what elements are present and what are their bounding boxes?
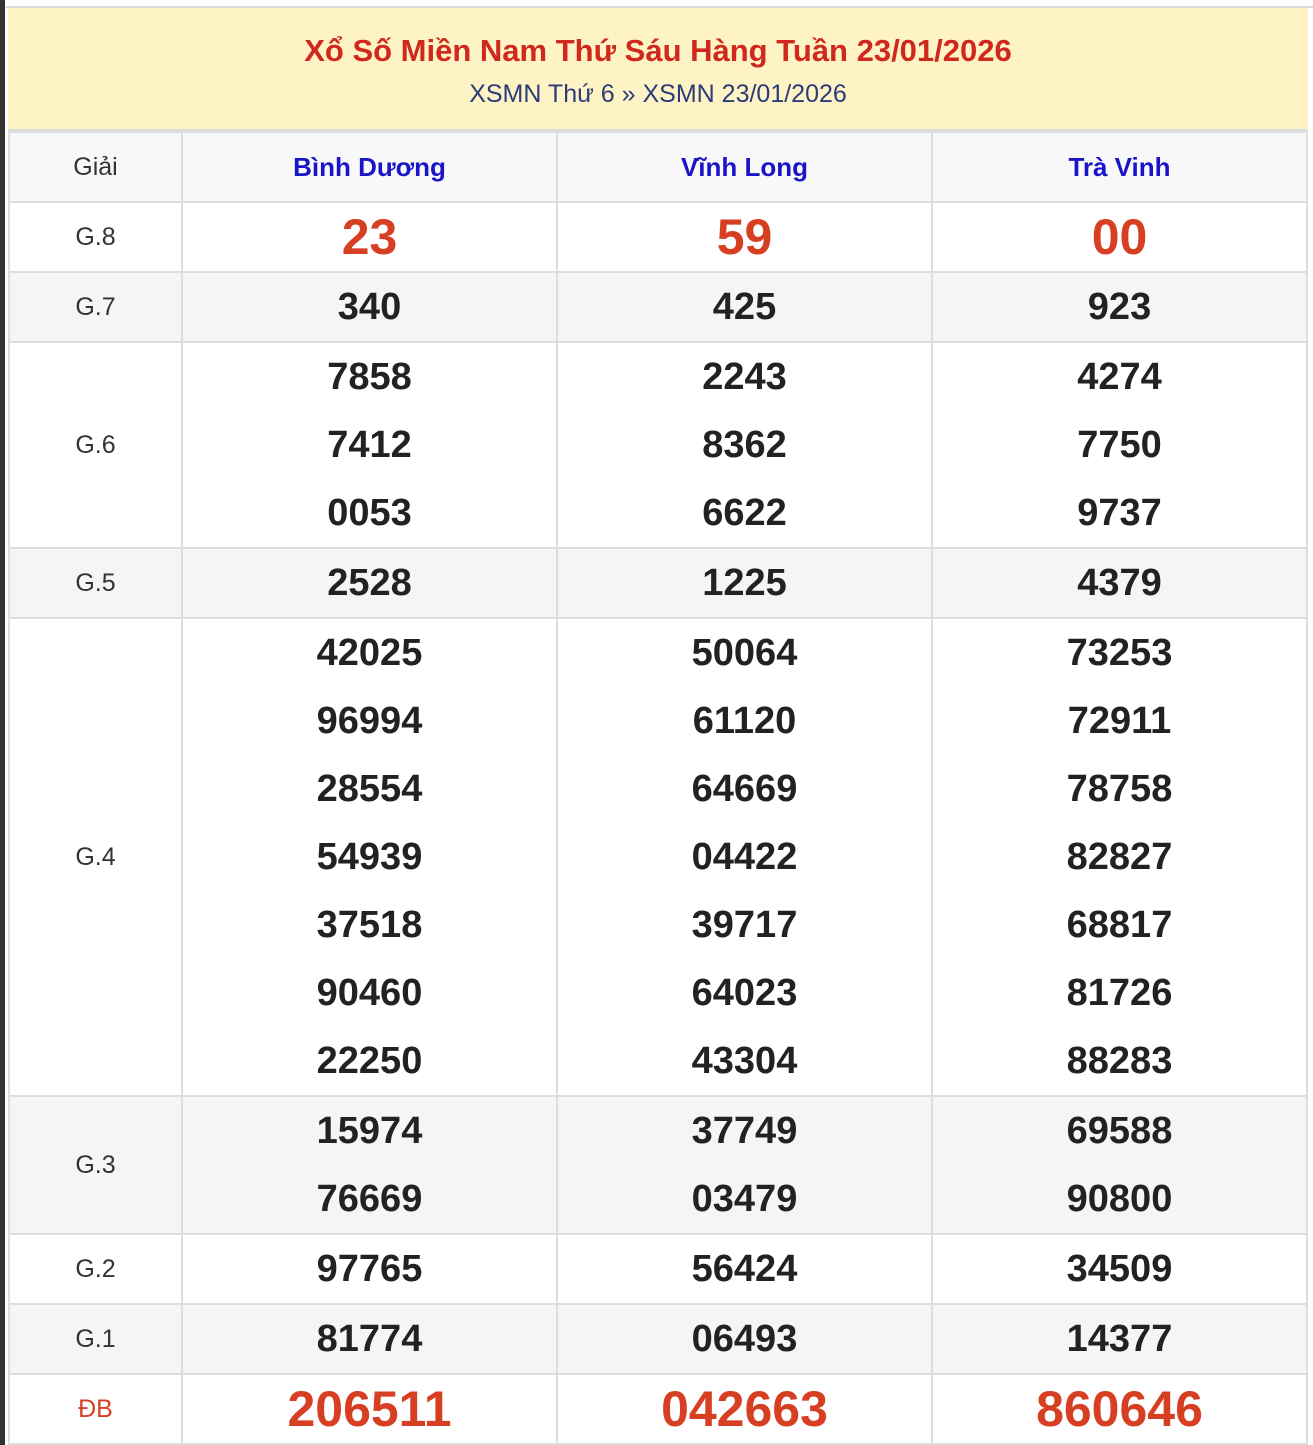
top-divider — [5, 0, 1313, 8]
winning-number: 37518 — [316, 904, 423, 946]
prize-row — [9, 1096, 1307, 1234]
result-cell — [182, 1096, 557, 1234]
winning-number: 88283 — [1066, 1040, 1173, 1082]
table-header-row — [9, 132, 1307, 202]
winning-number: 22250 — [316, 1040, 423, 1082]
winning-number: 68817 — [1066, 904, 1173, 946]
winning-number: 28554 — [316, 768, 423, 810]
prize-row — [9, 272, 1307, 342]
winning-number: 042663 — [661, 1381, 828, 1437]
winning-number: 82827 — [1066, 836, 1173, 878]
result-cell — [932, 1304, 1307, 1374]
winning-number: 59 — [716, 209, 773, 265]
winning-number: 06493 — [691, 1318, 798, 1360]
result-cell — [182, 1374, 557, 1444]
breadcrumb-separator: » — [621, 80, 636, 108]
breadcrumb-link-xsmn-date[interactable]: XSMN 23/01/2026 — [642, 80, 847, 108]
result-cell — [557, 1374, 932, 1444]
winning-number: 0053 — [327, 492, 412, 534]
winning-number: 72911 — [1067, 700, 1172, 742]
prize-column-header: Giải — [9, 132, 182, 202]
winning-number: 64669 — [691, 768, 798, 810]
prize-label: G.6 — [9, 342, 182, 548]
winning-number: 23 — [341, 209, 398, 265]
winning-number: 76669 — [316, 1178, 423, 1220]
result-cell — [182, 342, 557, 548]
winning-number: 50064 — [691, 632, 798, 674]
winning-number: 7750 — [1077, 424, 1162, 466]
winning-number: 64023 — [691, 972, 798, 1014]
prize-row — [9, 1234, 1307, 1304]
winning-number: 43304 — [691, 1040, 798, 1082]
result-cell — [182, 618, 557, 1096]
winning-number: 97765 — [316, 1248, 423, 1290]
prize-row — [9, 618, 1307, 1096]
result-cell — [932, 342, 1307, 548]
result-cell — [932, 202, 1307, 272]
result-cell — [182, 1234, 557, 1304]
winning-number: 2528 — [327, 562, 412, 604]
winning-number: 425 — [712, 286, 777, 328]
winning-number: 69588 — [1066, 1110, 1173, 1152]
result-cell — [182, 1304, 557, 1374]
winning-number: 03479 — [691, 1178, 798, 1220]
prize-row — [9, 342, 1307, 548]
winning-number: 81726 — [1066, 972, 1173, 1014]
winning-number: 42025 — [316, 632, 423, 674]
winning-number: 7412 — [327, 424, 412, 466]
winning-number: 340 — [337, 286, 402, 328]
result-cell — [932, 1234, 1307, 1304]
winning-number: 2243 — [702, 356, 787, 398]
winning-number: 90800 — [1066, 1178, 1173, 1220]
prize-label: G.1 — [9, 1304, 182, 1374]
winning-number: 78758 — [1066, 768, 1173, 810]
result-cell — [182, 548, 557, 618]
result-cell — [557, 1304, 932, 1374]
winning-number: 61120 — [692, 700, 797, 742]
winning-number: 39717 — [691, 904, 798, 946]
prize-label: G.3 — [9, 1096, 182, 1234]
winning-number: 923 — [1087, 286, 1152, 328]
province-header-tra-vinh[interactable]: Trà Vinh — [932, 132, 1307, 202]
prize-row — [9, 1304, 1307, 1374]
province-header-vinh-long[interactable]: Vĩnh Long — [557, 132, 932, 202]
winning-number: 00 — [1091, 209, 1148, 265]
winning-number: 4274 — [1077, 356, 1162, 398]
winning-number: 9737 — [1077, 492, 1162, 534]
result-cell — [182, 202, 557, 272]
winning-number: 90460 — [316, 972, 423, 1014]
result-cell — [557, 202, 932, 272]
winning-number: 4379 — [1077, 562, 1162, 604]
winning-number: 81774 — [316, 1318, 423, 1360]
result-cell — [932, 618, 1307, 1096]
breadcrumb-link-xsmn-thu-6[interactable]: XSMN Thứ 6 — [469, 80, 615, 108]
window-edge — [0, 0, 5, 1445]
results-panel — [8, 8, 1308, 1445]
page-title: Xổ Số Miền Nam Thứ Sáu Hàng Tuần 23/01/2026 — [304, 33, 1012, 68]
province-header-binh-duong[interactable]: Bình Dương — [182, 132, 557, 202]
prize-row — [9, 548, 1307, 618]
prize-label: G.8 — [9, 202, 182, 272]
winning-number: 54939 — [316, 836, 423, 878]
winning-number: 56424 — [691, 1248, 798, 1290]
result-cell — [557, 618, 932, 1096]
breadcrumb — [8, 79, 1308, 109]
winning-number: 860646 — [1036, 1381, 1203, 1437]
result-cell — [557, 1234, 932, 1304]
winning-number: 1225 — [702, 562, 787, 604]
results-banner — [8, 8, 1308, 131]
winning-number: 14377 — [1066, 1318, 1173, 1360]
winning-number: 6622 — [702, 492, 787, 534]
winning-number: 7858 — [327, 356, 412, 398]
result-cell — [932, 1096, 1307, 1234]
prize-row — [9, 202, 1307, 272]
winning-number: 37749 — [691, 1110, 798, 1152]
result-cell — [557, 342, 932, 548]
result-cell — [182, 272, 557, 342]
prize-row — [9, 1374, 1307, 1444]
result-cell — [932, 1374, 1307, 1444]
prize-label: G.5 — [9, 548, 182, 618]
winning-number: 206511 — [287, 1381, 452, 1437]
winning-number: 04422 — [691, 836, 798, 878]
prize-label: G.4 — [9, 618, 182, 1096]
result-cell — [932, 548, 1307, 618]
winning-number: 73253 — [1066, 632, 1173, 674]
results-table — [8, 131, 1308, 1445]
result-cell — [557, 1096, 932, 1234]
result-cell — [932, 272, 1307, 342]
result-cell — [557, 272, 932, 342]
prize-label: ĐB — [9, 1374, 182, 1444]
winning-number: 15974 — [316, 1110, 423, 1152]
prize-label: G.2 — [9, 1234, 182, 1304]
result-cell — [557, 548, 932, 618]
winning-number: 34509 — [1066, 1248, 1173, 1290]
prize-label: G.7 — [9, 272, 182, 342]
winning-number: 8362 — [702, 424, 787, 466]
winning-number: 96994 — [316, 700, 423, 742]
